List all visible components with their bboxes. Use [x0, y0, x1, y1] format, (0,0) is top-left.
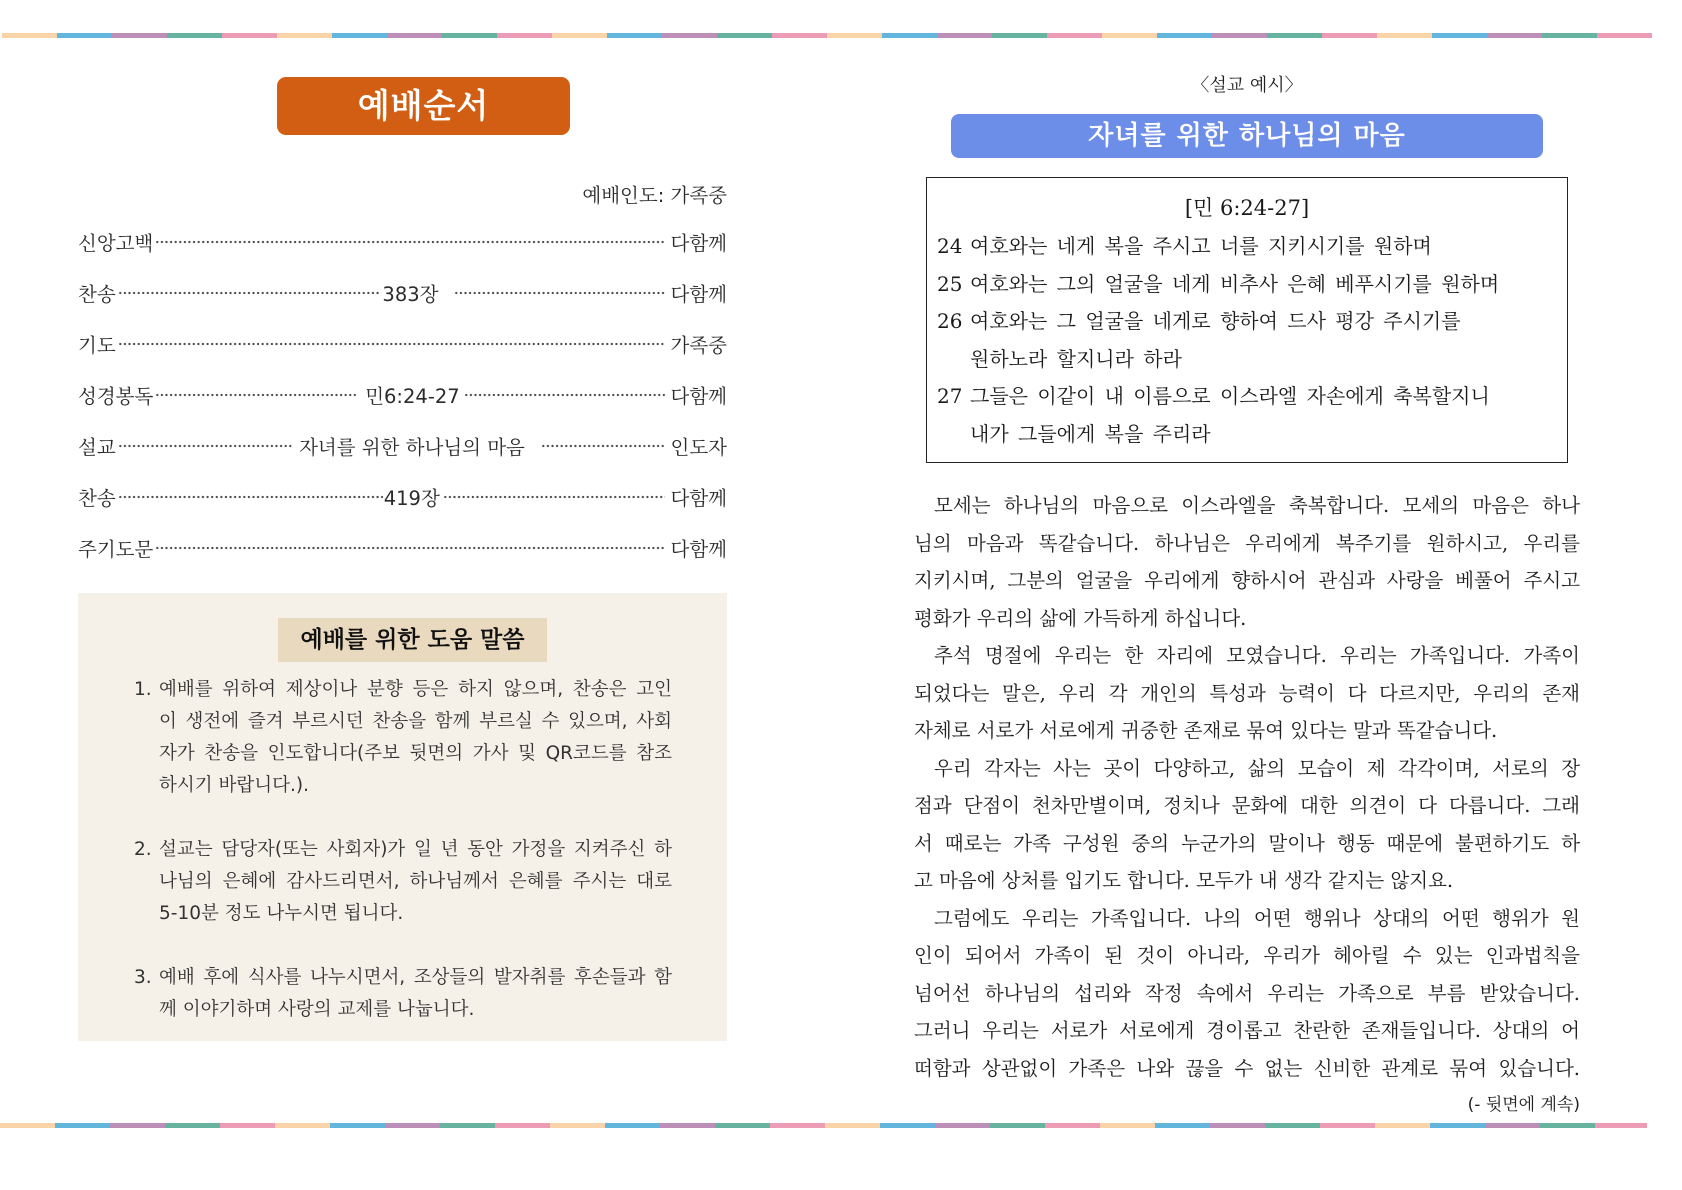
guide-item-line: 께 이야기하며 사랑의 교제를 나눕니다. — [159, 999, 475, 1020]
sermon-paragraph — [914, 487, 1580, 637]
top-color-stripe — [2, 33, 1652, 38]
guide-item-line: 설교는 담당자(또는 사회자)가 일 년 동안 가정을 지켜주신 하 — [159, 839, 672, 860]
sermon-line: 그럼에도 우리는 가족입니다. 나의 어떤 행위나 상대의 어떤 행위가 원 — [934, 906, 1580, 930]
guide-item-line: 예배 후에 식사를 나누시면서, 조상들의 발자취를 후손들과 함 — [159, 967, 672, 988]
sermon-line: 고 마음에 상처를 입기도 합니다. 모두가 내 생각 같지는 않지요. — [914, 869, 1454, 892]
scripture-verse — [937, 228, 1557, 266]
dot-leader — [118, 342, 666, 346]
order-item-label: 신앙고백 — [78, 232, 154, 255]
order-item-label: 찬송 — [78, 487, 116, 510]
dot-leader — [464, 393, 666, 397]
sermon-paragraph — [914, 637, 1580, 750]
sermon-line: 우리 각자는 사는 곳이 다양하고, 삶의 모습이 제 각각이며, 서로의 장 — [934, 756, 1580, 780]
order-item-label: 성경봉독 — [78, 385, 154, 408]
verse-number: 26 — [937, 309, 963, 334]
guide-item-line: 자가 찬송을 인도합니다(주보 뒷면의 가사 및 QR코드를 참조 — [159, 743, 672, 764]
sermon-line: 넘어선 하나님의 섭리와 작정 속에서 우리는 가족으로 부름 받았습니다. — [914, 981, 1580, 1005]
dot-leader — [155, 393, 357, 397]
guide-item-number: 3. — [134, 967, 152, 988]
scripture-box — [926, 177, 1568, 463]
sermon-line: 그러니 우리는 서로가 서로에게 경이롭고 찬란한 존재들입니다. 상대의 어 — [914, 1019, 1580, 1042]
dot-leader — [454, 291, 665, 295]
scripture-verse — [937, 266, 1557, 304]
worship-order-list — [78, 217, 727, 574]
guide-item-line: 이 생전에 즐겨 부르시던 찬송을 함께 부르실 수 있으며, 사회 — [159, 711, 672, 732]
guide-item-line: 하시기 바랍니다.). — [159, 775, 309, 796]
verse-line: 여호와는 네게 복을 주시고 너를 지키시기를 원하며 — [970, 234, 1432, 259]
guide-item-number: 2. — [134, 839, 152, 860]
scripture-verse — [937, 378, 1557, 453]
order-item-participant: 다함께 — [670, 538, 727, 561]
sermon-paragraph — [914, 750, 1580, 900]
verse-number: 25 — [937, 271, 963, 296]
dot-leader — [541, 444, 666, 448]
guide-item-line: 5-10분 정도 나누시면 됩니다. — [159, 903, 404, 924]
verse-number: 24 — [937, 234, 963, 259]
sermon-example-caption: 〈설교 예시〉 — [1191, 75, 1303, 96]
worship-guide-list — [134, 674, 672, 1026]
order-row-scripture — [78, 370, 727, 421]
order-item-participant: 인도자 — [670, 436, 727, 459]
verse-number: 27 — [937, 384, 963, 409]
order-item-label: 찬송 — [78, 283, 116, 306]
dot-leader — [118, 291, 382, 295]
verse-line: 내가 그들에게 복을 주리라 — [970, 421, 1211, 446]
sermon-line: 서 때로는 가족 구성원 중의 누군가의 말이나 행동 때문에 불편하기도 하 — [914, 831, 1580, 855]
sermon-line: 지키시며, 그분의 얼굴을 우리에게 향하시어 관심과 사랑을 베풀어 주시고 — [914, 569, 1580, 592]
worship-leader-note: 예배인도: 가족중 — [582, 184, 727, 207]
dot-leader — [118, 444, 292, 448]
order-item-detail: 민6:24-27 — [365, 385, 460, 408]
order-item-detail: 자녀를 위한 하나님의 마음 — [299, 436, 525, 459]
sermon-title: 자녀를 위한 하나님의 마음 — [951, 114, 1543, 158]
worship-guide-title: 예배를 위한 도움 말씀 — [278, 618, 547, 662]
sermon-line: 인이 되어서 가족이 된 것이 아니라, 우리가 헤아릴 수 있는 인과법칙을 — [914, 944, 1580, 967]
sermon-line: 평화가 우리의 삶에 가득하게 하십니다. — [914, 606, 1247, 630]
sermon-body — [914, 487, 1580, 1087]
guide-item-line: 나님의 은혜에 감사드리면서, 하나님께서 은혜를 주시는 대로 — [159, 871, 672, 892]
verse-line: 그들은 이같이 내 이름으로 이스라엘 자손에게 축복할지니 — [970, 384, 1490, 409]
order-item-participant: 다함께 — [670, 385, 728, 408]
order-item-participant: 다함께 — [670, 283, 727, 306]
order-row-lords-prayer — [78, 523, 727, 574]
sermon-line: 자체로 서로가 서로에게 귀중한 존재로 묶여 있다는 말과 똑같습니다. — [914, 719, 1498, 742]
order-item-participant: 다함께 — [670, 487, 727, 510]
sermon-line: 추석 명절에 우리는 한 자리에 모였습니다. 우리는 가족입니다. 가족이 — [934, 644, 1580, 667]
order-row-prayer — [78, 319, 727, 370]
scripture-verses — [937, 228, 1557, 453]
order-row-sermon — [78, 421, 727, 472]
order-item-detail: 383장 — [382, 283, 439, 306]
worship-order-title: 예배순서 — [277, 77, 570, 135]
guide-item-number: 1. — [134, 679, 152, 700]
verse-line: 여호와는 그의 얼굴을 네게 비추사 은혜 베푸시기를 원하며 — [970, 271, 1500, 296]
order-item-participant: 가족중 — [670, 334, 727, 357]
order-item-participant: 다함께 — [670, 232, 727, 255]
sermon-line: 님의 마음과 똑같습니다. 하나님은 우리에게 복주기를 원하시고, 우리를 — [914, 531, 1580, 555]
sermon-line: 떠함과 상관없이 가족은 나와 끊을 수 없는 신비한 관계로 묶여 있습니다. — [914, 1056, 1580, 1080]
sermon-line: 모세는 하나님의 마음으로 이스라엘을 축복합니다. 모세의 마음은 하나 — [934, 494, 1580, 517]
sermon-line: 점과 단점이 천차만별이며, 정치나 문화에 대한 의견이 다 다릅니다. 그래 — [914, 794, 1580, 817]
sermon-line: 되었다는 말은, 우리 각 개인의 특성과 능력이 다 다르지만, 우리의 존재 — [914, 681, 1580, 705]
dot-leader — [155, 546, 665, 550]
order-item-label: 주기도문 — [78, 538, 154, 561]
bottom-color-stripe — [0, 1123, 1647, 1128]
guide-item — [134, 834, 672, 930]
continued-note: (- 뒷면에 계속) — [1467, 1095, 1580, 1115]
scripture-reference: [민 6:24-27] — [1184, 196, 1310, 220]
verse-line: 원하노라 할지니라 하라 — [970, 346, 1182, 371]
order-row-hymn-1 — [78, 268, 727, 319]
guide-item — [134, 674, 672, 802]
order-row-confession — [78, 217, 727, 268]
guide-item — [134, 962, 672, 1026]
verse-line: 여호와는 그 얼굴을 네게로 향하여 드사 평강 주시기를 — [970, 309, 1461, 334]
dot-leader — [155, 240, 665, 244]
order-item-label: 기도 — [78, 334, 116, 357]
dot-leader — [443, 495, 666, 499]
order-row-hymn-2 — [78, 472, 727, 523]
worship-guide-box — [78, 593, 727, 1041]
scripture-verse — [937, 303, 1557, 378]
order-item-detail: 419장 — [383, 487, 440, 510]
dot-leader — [118, 495, 383, 499]
sermon-paragraph — [914, 900, 1580, 1088]
order-item-label: 설교 — [78, 436, 116, 459]
guide-item-line: 예배를 위하여 제상이나 분향 등은 하지 않으며, 찬송은 고인 — [159, 679, 672, 700]
